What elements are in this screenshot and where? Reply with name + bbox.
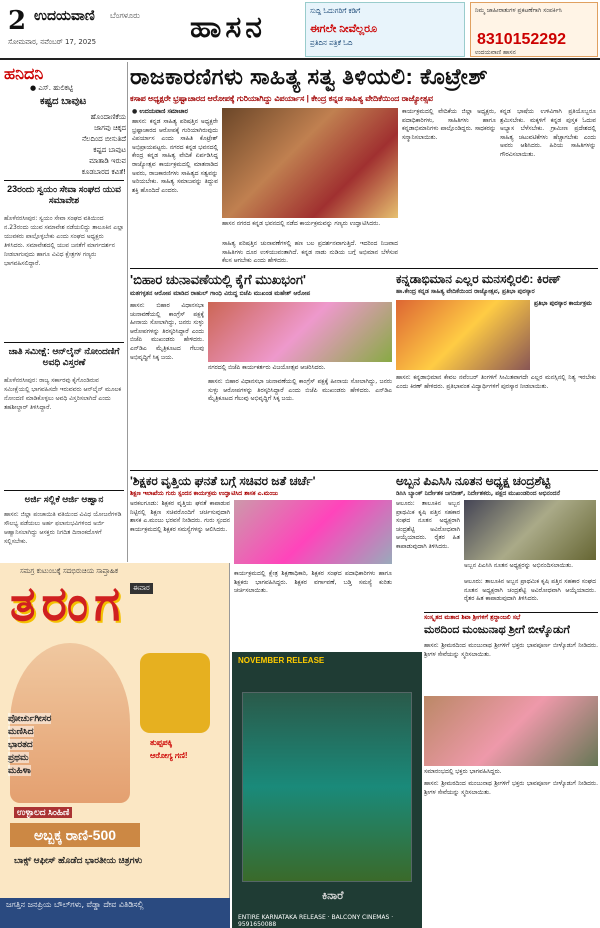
kannada-column: ಹಾಸನ: ಕನ್ನಡಾಭಿಮಾನ ಕೇವಲ ನವೆಂಬರ್ ತಿಂಗಳಿಗೆ ಸೀಮಿತವಾಗದೇ ಎಲ್ಲರ ಮನಸ್ಸಿನಲ್ಲಿ ನಿತ್ಯ ಇರಬೇಕು ಎಂದು ಕಿರಣ್ ಹೇಳಿದರು. ಪ್ರತಿಭಾವಂತ ವಿದ್ಯಾರ್ಥಿಗಳಿಗೆ ಪುರಸ್ಕಾರ ನೀಡಲಾಯಿತು. [396,374,596,390]
lead-column: ಕನ್ನಡ ಭಾಷೆಯ ಉಳಿವಿಗಾಗಿ ಪ್ರತಿಯೊಬ್ಬರೂ ಶ್ರಮಿಸಬೇಕು. ಮಕ್ಕಳಿಗೆ ಕನ್ನಡ ಪುಸ್ತಕ ಓದುವ ಅಭ್ಯಾಸ ಬೆಳೆಸಬೇಕು. ಗ್ರಾಮೀಣ ಪ್ರದೇಶದಲ್ಲಿ ಸಾಹಿತ್ಯ ಚಟುವಟಿಕೆಗಳು ಹೆಚ್ಚಾಗಬೇಕು ಎಂದು ಅವರು ಆಶಿಸಿದರು. ಹಿರಿಯ ಸಾಹಿತಿಗಳನ್ನು ಗೌರವಿಸಲಾಯಿತು. [500,108,596,158]
ad-line: ಸುದ್ದಿ ಓದುಗರಿಗೆ ಕಡಿಗೆ [310,7,361,15]
ad-line: ಪ್ರತಿದಿನ ಪತ್ರಿಕೆ ಓದಿ [310,39,353,47]
taranga-ad[interactable] [0,563,230,928]
poem-line: ನೆಲದಿಂದ ಬೀಸುತಿದೆ [81,135,126,143]
film-poster [242,692,412,882]
photo-caption: ಅಬ್ಬನ ಪಿಎಸಿಸಿ ನೂತನ ಅಧ್ಯಕ್ಷರನ್ನು ಅಭಿನಂದಿಸಲಾಯಿತು. [464,562,574,569]
abbana-column: ಆಲೂರು: ತಾಲೂಕಿನ ಅಬ್ಬನ ಪ್ರಾಥಮಿಕ ಕೃಷಿ ಪತ್ತಿನ ಸಹಕಾರ ಸಂಘದ ನೂತನ ಅಧ್ಯಕ್ಷರಾಗಿ ಚಂದ್ರಶೆಟ್ಟಿ ಅವಿರೋಧವಾಗಿ ಆಯ್ಕೆಯಾದರು. ರೈತರ ಹಿತ ಕಾಪಾಡುವುದಾಗಿ ತಿಳಿಸಿದರು. [396,500,460,550]
kannada-photo [396,300,530,370]
abbana-photo [464,500,596,560]
cover-text: ಉಳ್ಳಾಲದ ಸಿಂಹಿಣಿ [14,807,72,818]
lead-headline: ರಾಜಕಾರಣಿಗಳು ಸಾಹಿತ್ಯ ಸತ್ವ ತಿಳಿಯಲಿ: ಕೊಟ್ರೇಶ್ [130,64,489,89]
masthead [0,0,600,60]
story-headline: ಜಾತಿ ಸಮೀಕ್ಷೆ: ಆನ್‌ಲೈನ್ ನೋಂದಣಿಗೆ ಅವಧಿ ವಿಸ್ತರಣೆ [8,346,120,367]
poem [48,112,126,178]
bihar-column: ಹಾಸನ: ಬಿಹಾರ ವಿಧಾನಸಭಾ ಚುನಾವಣೆಯಲ್ಲಿ ಕಾಂಗ್ರೆಸ್ ಪಕ್ಷಕ್ಕೆ ಹೀನಾಯ ಸೋಲಾಗಿದ್ದು, ಜನರು ಸುಳ್ಳು ಆರೋಪಗಳನ್ನು ತಿರಸ್ಕರಿಸಿದ್ದಾರೆ ಎಂದು ಬಿಜೆಪಿ ಮುಖಂಡರು ಹೇಳಿದರು. ಎನ್‌ಡಿಎ ಮೈತ್ರಿಕೂಟದ ಗೆಲುವು ಅಭಿವೃದ್ಧಿಗೆ ಸಿಕ್ಕ ಜಯ. [130,302,204,361]
paper-edition: ಬೆಂಗಳೂರು [110,11,140,20]
abbana-column: ಆಲೂರು: ತಾಲೂಕಿನ ಅಬ್ಬನ ಪ್ರಾಥಮಿಕ ಕೃಷಿ ಪತ್ತಿನ ಸಹಕಾರ ಸಂಘದ ನೂತನ ಅಧ್ಯಕ್ಷರಾಗಿ ಚಂದ್ರಶೆಟ್ಟಿ ಅವಿರೋಧವಾಗಿ ಆಯ್ಕೆಯಾದರು. ರೈತರ ಹಿತ ಕಾಪಾಡುವುದಾಗಿ ತಿಳಿಸಿದರು. [464,578,596,603]
cover-text: ಬಾಕ್ಸ್ ಆಫೀಸ್ ಹೊಡೆದ ಭಾರತೀಯ ಚಿತ್ರಗಳು [14,855,143,865]
bihar-headline: 'ಬಿಹಾರ ಚುನಾವಣೆಯಲ್ಲಿ ಕೈಗೆ ಮುಖಭಂಗ' [130,272,306,287]
taranga-issue-tag: ಈವಾರ [130,583,153,594]
column-name: ಹನಿದನಿ [4,66,44,83]
photo-caption: ಹಾಸನ ನಗರದ ಕನ್ನಡ ಭವನದಲ್ಲಿ ನಡೆದ ಕಾರ್ಯಕ್ರಮವನ್ನು ಗಣ್ಯರು ಉದ್ಘಾಟಿಸಿದರು. [222,220,381,227]
teacher-column: ಕಾರ್ಯಕ್ರಮದಲ್ಲಿ ಕ್ಷೇತ್ರ ಶಿಕ್ಷಣಾಧಿಕಾರಿ, ಶಿಕ್ಷಕರ ಸಂಘದ ಪದಾಧಿಕಾರಿಗಳು ಹಾಗೂ ಶಿಕ್ಷಕರು ಭಾಗವಹಿಸಿದ್ದರು. ಶಿಕ್ಷಕರ ವರ್ಗಾವಣೆ, ಬಡ್ತಿ ಸಮಸ್ಯೆ ಕುರಿತು ಚರ್ಚಿಸಲಾಯಿತು. [234,570,392,595]
paper-name: ಉದಯವಾಣಿ [34,8,95,24]
lead-column: ಸಾಹಿತ್ಯ ಪರಿಷತ್ತಿನ ಚುನಾವಣೆಗಳಲ್ಲಿ ಹಣ ಬಲ ಪ್ರದರ್ಶನವಾಗುತ್ತಿದೆ. ಇದರಿಂದ ನಿಜವಾದ ಸಾಹಿತಿಗಳು ದೂರ ಉಳಿಯುವಂತಾಗಿದೆ. ಕನ್ನಡ ನಾಡು ನುಡಿಯ ಬಗ್ಗೆ ಅಭಿಮಾನ ಬೆಳೆಸುವ ಕೆಲಸ ಆಗಬೇಕು ಎಂದು ಹೇಳಿದರು. [222,240,398,265]
teacher-headline: 'ಶಿಕ್ಷಕರ ವೃತ್ತಿಯ ಘನತೆ ಬಗ್ಗೆ ಸಚಿವರ ಜತೆ ಚರ್ಚೆ' [130,474,316,488]
cover-text: ಪೋರ್ಚುಗೀಸರ [8,713,52,723]
poem-line: ಕಷ್ಟದ ಬಾವುಟ [93,146,126,154]
ad-phone: 8310152292 [477,31,566,48]
lead-column: ಹಾಸನ: ಕನ್ನಡ ಸಾಹಿತ್ಯ ಪರಿಷತ್ತಿನ ಅಧ್ಯಕ್ಷರೇ ಭ್ರಷ್ಟಾಚಾರದ ಆರೋಪಕ್ಕೆ ಗುರಿಯಾಗಿರುವುದು ವಿಪರ್ಯಾಸ ಎಂದು ಸಾಹಿತಿ ಕೊಟ್ರೇಶ್ ಅಭಿಪ್ರಾಯಪಟ್ಟರು. ನಗರದ ಕನ್ನಡ ಭವನದಲ್ಲಿ ಕೇಂದ್ರ ಕನ್ನಡ ಸಾಹಿತ್ಯ ವೇದಿಕೆ ಏರ್ಪಡಿಸಿದ್ದ ರಾಜ್ಯೋತ್ಸವ ಕಾರ್ಯಕ್ರಮದಲ್ಲಿ ಮಾತನಾಡಿದ ಅವರು, ರಾಜಕಾರಣಿಗಳು ಸಾಹಿತ್ಯದ ಸತ್ವವನ್ನು ಅರಿಯಬೇಕು. ಸಾಹಿತ್ಯ ಸಮಾಜವನ್ನು ತಿದ್ದುವ ಶಕ್ತಿ ಹೊಂದಿದೆ ಎಂದರು. [132,118,218,194]
kannada-headline: ಕನ್ನಡಾಭಿಮಾನ ಎಲ್ಲರ ಮನಸಲ್ಲಿರಲಿ: ಕಿರಣ್ [396,272,561,286]
kannada-subhead: ಹಾ.ಕೇಂದ್ರ ಕನ್ನಡ ಸಾಹಿತ್ಯ ವೇದಿಕೆಯಿಂದ ರಾಜ್ಯೋತ್ಸವ, ಪ್ರತಿಭಾ ಪುರಸ್ಕಾರ [396,288,535,295]
ghee-jar-image [140,653,210,733]
photo-caption: ಸಮಾರಂಭದಲ್ಲಿ ಭಕ್ತರು ಭಾಗವಹಿಸಿದ್ದರು. [424,768,502,775]
lead-subhead: ಕಸಾಪ ಅಧ್ಯಕ್ಷರೇ ಭ್ರಷ್ಟಾಚಾರದ ಆರೋಪಕ್ಕೆ ಗುರಿಯಾಗಿದ್ದು ವಿಪರ್ಯಾಸ | ಕೇಂದ್ರ ಕನ್ನಡ ಸಾಹಿತ್ಯ ವೇದಿಕೆಯಿಂದ ರಾಜ್ಯೋತ್ಸವ [130,94,433,103]
masthead-ad-right[interactable] [470,2,598,57]
teacher-subhead: ಶಿಕ್ಷಣ ಇಲಾಖೆಯ ಗುರು ಸ್ಪಂದನ ಕಾರ್ಯಕ್ರಮ ಉದ್ಘಾಟಿಸಿದ ಶಾಸಕ ಎ.ಮಂಜು [130,490,279,497]
cover-text: ಆರೋಗ್ಯ ಗಣಿ! [150,751,188,760]
story-body: ಹೊಳೆನರಸೀಪುರ: ಸ್ವಯಂ ಸೇವಾ ಸಂಘದ ವತಿಯಿಂದ ನ.23ರಂದು ಯುವ ಸಮಾವೇಶ ನಡೆಯಲಿದ್ದು ತಾಲೂಕಿನ ಎಲ್ಲಾ ಯುವಕರು ಪಾಲ್ಗೊಳ್ಳಬೇಕು ಎಂದು ಸಂಘದ ಅಧ್ಯಕ್ಷರು ತಿಳಿಸಿದರು. ಸಮಾವೇಶದಲ್ಲಿ ಯುವ ಜನತೆಗೆ ಮಾರ್ಗದರ್ಶನ ನೀಡಲಾಗುವುದು ಹಾಗೂ ವಿವಿಧ ಕ್ಷೇತ್ರಗಳ ಗಣ್ಯರು ಭಾಗವಹಿಸಲಿದ್ದಾರೆ. [4,215,124,267]
taranga-footer: ಜಗತ್ತಿನ ಜನಪ್ರಿಯ ಬೌಲ್‌ಗಳು, ವೆಡ್ಡಾ ದೇವ ವಿತಿಡಿಸಲ್ಲಿ [0,898,230,928]
taranga-logo: ತರಂಗ [10,578,127,631]
bihar-column: ಹಾಸನ: ಬಿಹಾರ ವಿಧಾನಸಭಾ ಚುನಾವಣೆಯಲ್ಲಿ ಕಾಂಗ್ರೆಸ್ ಪಕ್ಷಕ್ಕೆ ಹೀನಾಯ ಸೋಲಾಗಿದ್ದು, ಜನರು ಸುಳ್ಳು ಆರೋಪಗಳನ್ನು ತಿರಸ್ಕರಿಸಿದ್ದಾರೆ ಎಂದು ಬಿಜೆಪಿ ಮುಖಂಡರು ಹೇಳಿದರು. ಎನ್‌ಡಿಎ ಮೈತ್ರಿಕೂಟದ ಗೆಲುವು ಅಭಿವೃದ್ಧಿಗೆ ಸಿಕ್ಕ ಜಯ. [208,378,392,403]
cover-text: ಪ್ರಥಮ [8,752,29,762]
story-body: ಹಾಸನ: ಜಿಲ್ಲಾ ಪಂಚಾಯಿತಿ ವತಿಯಿಂದ ವಿವಿಧ ಯೋಜನೆಗಳಡಿ ಸೌಲಭ್ಯ ಪಡೆಯಲು ಅರ್ಹ ಫಲಾನುಭವಿಗಳಿಂದ ಅರ್ಜಿ ಆಹ್ವಾನಿಸಲಾಗಿದ್ದು ಆಸಕ್ತರು ನಿಗದಿತ ದಿನಾಂಕದೊಳಗೆ ಸಲ್ಲಿಸಬೇಕು. [4,511,122,545]
poem-line: ಮಾತಾಡಿ ಇರುವ [89,157,126,165]
film-ad[interactable] [232,652,422,928]
column-author: ● ಎಸ್. ಹುಲಿಕಟ್ಟಿ [30,84,74,92]
film-title: ಕಿನಾರೆ [322,890,344,902]
poem-line: ಜಾಗವು ಚಿಕ್ಕದ [94,124,126,132]
story-body: ಹೊಳೆನರಸೀಪುರ: ರಾಜ್ಯ ಸರ್ಕಾರವು ಕೈಗೊಂಡಿರುವ ಸಮೀಕ್ಷೆಯಲ್ಲಿ ಭಾಗವಹಿಸದೇ ಇರುವವರು ಆನ್‌ಲೈನ್ ಮೂಲಕ ನೋಂದಣಿ ಮಾಡಿಕೊಳ್ಳಲು ಅವಧಿ ವಿಸ್ತರಿಸಲಾಗಿದೆ ಎಂದು ತಹಶೀಲ್ದಾರ್ ತಿಳಿಸಿದ್ದಾರೆ. [4,377,122,411]
cover-text: ಮಹಿಳಾ [8,765,31,775]
ad-line: ಉದಯವಾಣಿ ಹಾಸನ [475,49,516,56]
lead-column: ಕಾರ್ಯಕ್ರಮದಲ್ಲಿ ವೇದಿಕೆಯ ಜಿಲ್ಲಾ ಅಧ್ಯಕ್ಷರು, ಪದಾಧಿಕಾರಿಗಳು, ಸಾಹಿತಿಗಳು ಹಾಗೂ ಕನ್ನಡಾಭಿಮಾನಿಗಳು ಪಾಲ್ಗೊಂಡಿದ್ದರು. ಸಾಧಕರನ್ನು ಸನ್ಮಾನಿಸಲಾಯಿತು. [402,108,496,141]
teacher-photo [234,500,392,564]
film-footer: ENTIRE KARNATAKA RELEASE · BALCONY CINEMAS · 9591650088 [238,914,394,928]
manjunath-headline: ಮಠದಿಂದ ಮಂಜುನಾಥ ಶ್ರೀಗೆ ಬೀಳ್ಕೊಡುಗೆ [424,624,570,636]
taranga-tagline: ಸಮಗ್ರ ಕುಟುಂಬಕ್ಕೆ ಸದಭಿರುಚಿಯ ಸಾಪ್ತಾಹಿಕ [20,567,119,575]
manjunath-kicker: ಸಂಸ್ಕೃತದ ಮತಾದ ಶಿವಾ ಶ್ರೀಗಳಿಗೆ ಶ್ರದ್ಧಾಂಜಲಿ ಸಭೆ [424,614,521,621]
kannada-pullquote: ಪ್ರತಿಭಾ ಪುರಸ್ಕಾರ ಕಾರ್ಯಕ್ರಮ [534,300,592,307]
photo-caption: ನಗರದಲ್ಲಿ ಬಿಜೆಪಿ ಕಾರ್ಯಕರ್ತರು ವಿಜಯೋತ್ಸವ ಆಚರಿಸಿದರು. [208,364,326,371]
manjunath-photo [424,696,598,766]
page-number: 2 [8,6,27,36]
bihar-subhead: ಮತಗಳ್ಳತನ ಆರೋಪ ಮಾಡಿದ ರಾಹುಲ್ ಗಾಂಧಿ ವಿರುದ್ಧ ಬಿಜೆಪಿ ಮುಖಂಡ ಮಹೇಶ್ ಆರೋಪ [130,290,311,297]
poem-line: ಕೂಡಬಾರದ ಕವಿತೆ! [81,168,126,176]
masthead-ad-center[interactable] [305,2,465,57]
manjunath-column: ಹಾಸನ: ಶ್ರೀಮಠದಿಂದ ಮಂಜುನಾಥ ಶ್ರೀಗಳಿಗೆ ಭಕ್ತರು ಭಾವಪೂರ್ಣ ಬೀಳ್ಕೊಡುಗೆ ನೀಡಿದರು. ಶ್ರೀಗಳ ಸೇವೆಯನ್ನು ಸ್ಮರಿಸಲಾಯಿತು. [424,780,598,796]
cover-text: ತುಪ್ಪಪಕ್ಕಿ [150,738,173,747]
abbana-subhead: ಡಿಸಿಸಿ ಬ್ಯಾಂಕ್ ನಿರ್ದೇಶಕ ಜಗದೀಶ್, ನಿರ್ದೇಶಕರು, ಪಕ್ಷದ ಮುಖಂಡರಿಂದ ಅಭಿನಂದನೆ [396,490,560,497]
lead-photo [222,108,398,218]
teacher-column: ಅರಕಲಗೂಡು: ಶಿಕ್ಷಕರ ವೃತ್ತಿಯ ಘನತೆ ಕಾಪಾಡುವ ನಿಟ್ಟಿನಲ್ಲಿ ಶಿಕ್ಷಣ ಸಚಿವರೊಂದಿಗೆ ಚರ್ಚಿಸುವುದಾಗಿ ಶಾಸಕ ಎ.ಮಂಜು ಭರವಸೆ ನೀಡಿದರು. ಗುರು ಸ್ಪಂದನ ಕಾರ್ಯಕ್ರಮದಲ್ಲಿ ಶಿಕ್ಷಕರ ಸಮಸ್ಯೆಗಳನ್ನು ಆಲಿಸಿದರು. [130,500,230,533]
bihar-photo [208,302,392,362]
ad-line: ಈಗಲೇ ನೀವೆಲ್ಲರೂ [310,23,377,35]
manjunath-column: ಹಾಸನ: ಶ್ರೀಮಠದಿಂದ ಮಂಜುನಾಥ ಶ್ರೀಗಳಿಗೆ ಭಕ್ತರು ಭಾವಪೂರ್ಣ ಬೀಳ್ಕೊಡುಗೆ ನೀಡಿದರು. ಶ್ರೀಗಳ ಸೇವೆಯನ್ನು ಸ್ಮರಿಸಲಾಯಿತು. [424,642,598,658]
dateline: ಸೋಮವಾರ, ನವೆಂಬರ್ 17, 2025 [8,38,97,46]
story-headline: ಅರ್ಜಿ ಸಲ್ಲಿಕೆ ಆರ್ಜಿ ಆಹ್ವಾನ [24,494,104,504]
byline: ● ಉದಯವಾಣಿ ಸಮಾಚಾರ [132,108,188,115]
left-column [0,62,128,562]
abbana-headline: ಅಬ್ಬನ ಪಿಎಸಿಸಿ ನೂತನ ಅಧ್ಯಕ್ಷ ಚಂದ್ರಶೆಟ್ಟಿ [396,474,551,488]
cover-text: ಭಾರತದ [8,739,33,749]
cover-text: ಮಣಿಸಿದ [8,726,34,736]
poem-title: ಕಷ್ಟದ ಬಾವುಟ [40,96,87,107]
city-title: ಹಾಸನ [190,10,266,45]
ad-line: ನಿಮ್ಮ ಜಾಹೀರಾತುಗಳ ಪ್ರಕಟಣೆಗಾಗಿ ಸಂಪರ್ಕಿಸಿ [475,7,562,14]
story-headline: 23ರಂದು ಸ್ವಯಂ ಸೇವಾ ಸಂಘದ ಯುವ ಸಮಾವೇಶ [7,184,121,205]
poem-line: ಹೊಂದಾಣಿಕೆಯ [90,113,126,121]
cover-headline: ಅಬ್ಬಕ್ಕ ರಾಣಿ-500 [10,823,140,847]
film-release-tag: NOVEMBER RELEASE [238,656,325,665]
